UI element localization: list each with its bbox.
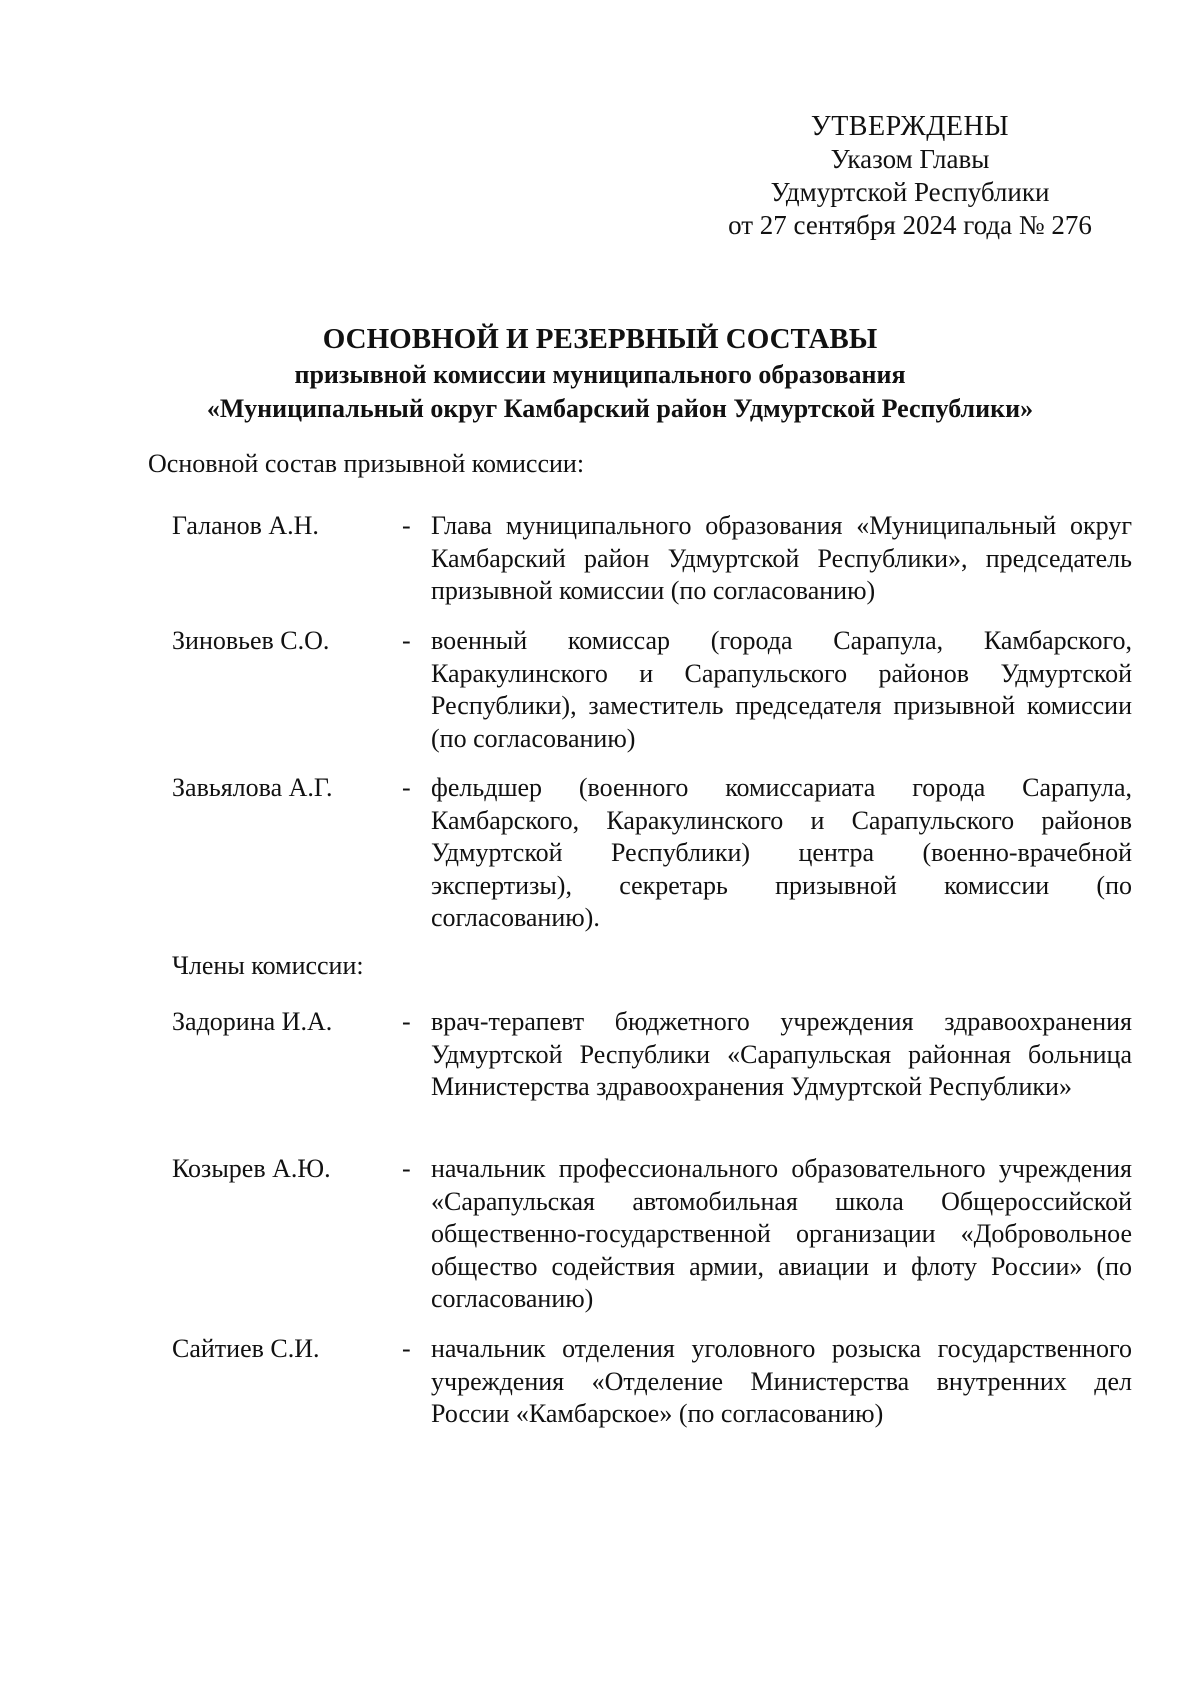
approval-heading: УТВЕРЖДЕНЫ: [810, 111, 1010, 142]
member-name: Завьялова А.Г.: [172, 773, 333, 802]
member-name: Зиновьев С.О.: [172, 626, 330, 655]
member-dash: -: [402, 626, 411, 655]
approval-stamp: [700, 110, 1120, 242]
member-name: Козырев А.Ю.: [172, 1154, 331, 1183]
member-role: военный комиссар (города Сарапула, Камбарского, Каракулинского и Сарапульского районов Удмуртской Республики), заместитель председателя призывной комиссии (по согласованию): [431, 626, 1132, 753]
member-role: врач-терапевт бюджетного учреждения здравоохранения Удмуртской Республики «Сарапульская районная больница Министерства здравоохранения Удмуртской Республики»: [431, 1007, 1132, 1101]
member-role: начальник отделения уголовного розыска государственного учреждения «Отделение Министерства внутренних дел России «Камбарское» (по согласованию): [431, 1334, 1132, 1428]
document-title: [150, 320, 1050, 426]
title-line: призывной комиссии муниципального образования: [294, 360, 906, 389]
approval-line: Указом Главы: [830, 144, 990, 174]
members-label: Члены комиссии:: [172, 951, 364, 980]
member-role: фельдшер (военного комиссариата города Сарапула, Камбарского, Каракулинского и Сарапульского районов Удмуртской Республики) центра (военно-врачебной экспертизы), секретарь призывной комиссии (по согласованию).: [431, 773, 1132, 932]
member-dash: -: [402, 1154, 411, 1183]
member-dash: -: [402, 1334, 411, 1363]
member-name: Задорина И.А.: [172, 1007, 333, 1036]
title-line: ОСНОВНОЙ И РЕЗЕРВНЫЙ СОСТАВЫ: [322, 323, 878, 355]
member-name: Сайтиев С.И.: [172, 1334, 320, 1363]
approval-line: Удмуртской Республики: [770, 177, 1050, 207]
member-name: Галанов А.Н.: [172, 511, 319, 540]
member-dash: -: [402, 511, 411, 540]
approval-decree-line: от 27 сентября 2024 года № 276: [728, 210, 1092, 240]
title-line: «Муниципальный округ Камбарский район Удмуртской Республики»: [206, 394, 1034, 423]
member-role: начальник профессионального образовательного учреждения «Сарапульская автомобильная школа Общероссийской общественно-государственной организации «Добровольное общество содействия армии, авиации и флоту России» (по согласованию): [431, 1154, 1132, 1313]
member-dash: -: [402, 773, 411, 802]
member-dash: -: [402, 1007, 411, 1036]
main-composition-label: Основной состав призывной комиссии:: [148, 449, 585, 478]
member-role: Глава муниципального образования «Муниципальный округ Камбарский район Удмуртской Республики», председатель призывной комиссии (по согласованию): [431, 511, 1132, 605]
